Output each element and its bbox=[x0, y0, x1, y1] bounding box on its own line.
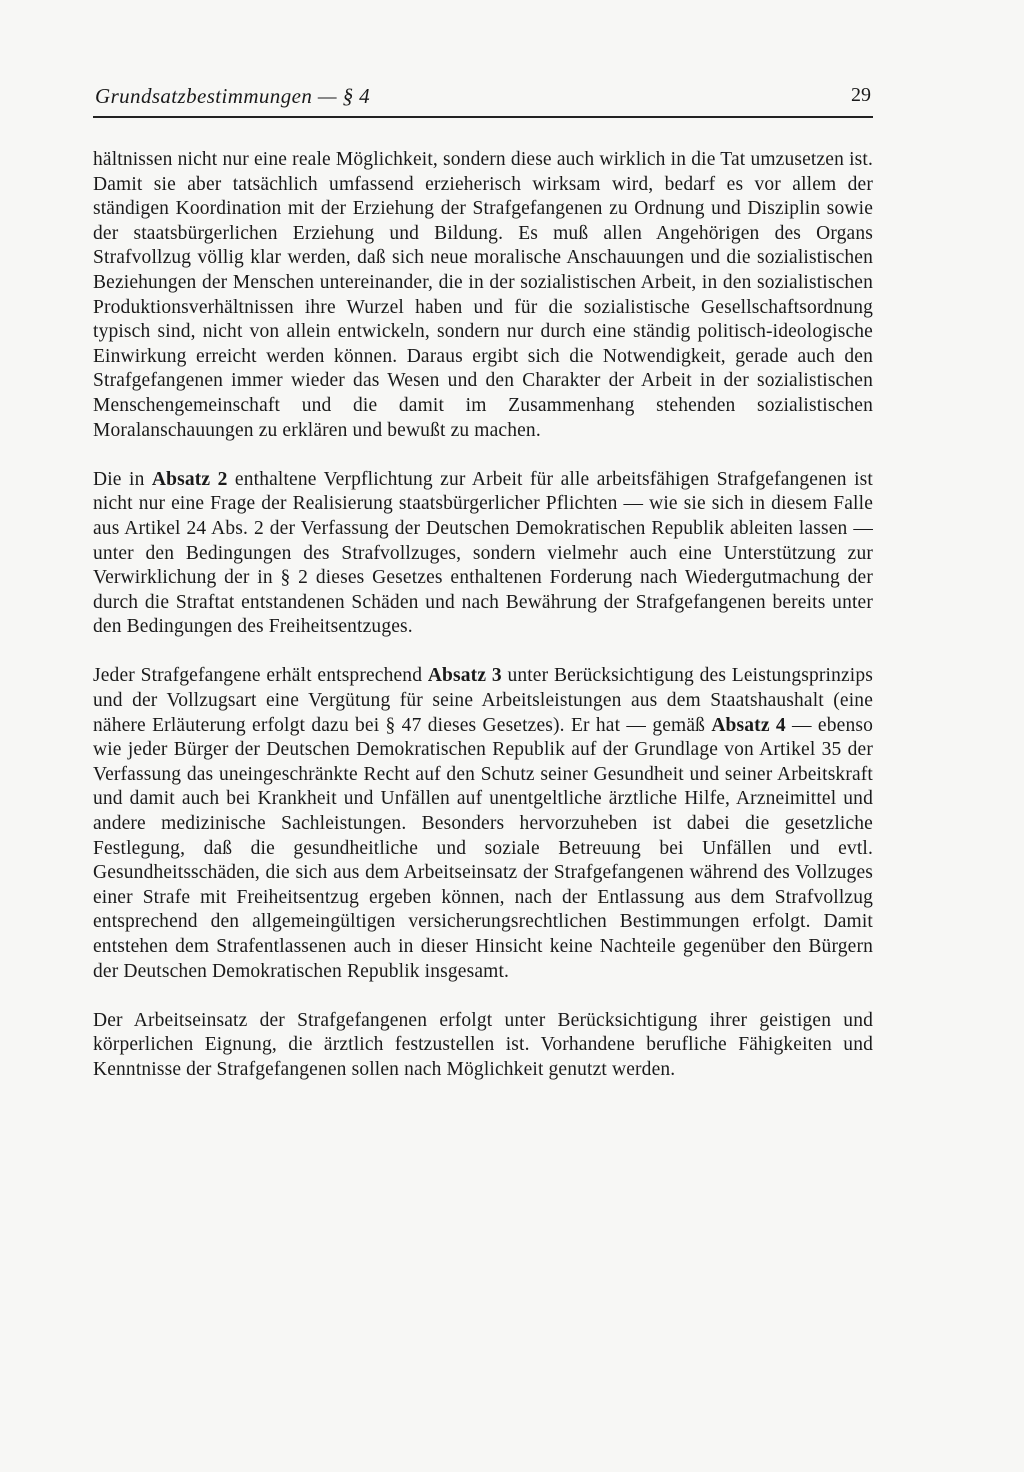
paragraph-1 bbox=[93, 148, 873, 443]
paragraph-4-text: Der Arbeitseinsatz der Strafgefangenen erfolgt unter Berücksichtigung ihrer geistigen und körperlichen Eignung, die ärztlich festzustellen ist. Vorhandene berufliche Fähigkeiten und Kenntnisse der Strafgefangenen sollen nach Möglichkeit genutzt werden. bbox=[93, 1009, 873, 1080]
paragraph-2-text-b: enthaltene Verpflichtung zur Arbeit für alle arbeitsfähigen Strafgefangenen ist nicht nur eine Frage der Realisierung staatsbürgerlicher Pflichten — wie sie sich in diesem Falle aus Artikel 24 Abs. 2 der Verfassung der Deutschen Demokratischen Republik ableiten lassen — unter den Bedingungen des Strafvollzuges, sondern vielmehr auch eine Unterstützung zur Verwirklichung der in § 2 dieses Gesetzes enthaltenen Forderung nach Wiedergutmachung der durch die Straftat entstandenen Schäden und nach Bewährung der Strafgefangenen bereits unter den Bedingungen des Freiheitsentzuges. bbox=[93, 468, 873, 638]
paragraph-3 bbox=[93, 664, 873, 984]
page-number: 29 bbox=[851, 84, 871, 106]
paragraph-3-bold-reference-2: Absatz 4 bbox=[711, 714, 786, 736]
paragraph-3-text-b: unter Berücksichtigung des Leistungsprinzips und der Vollzugsart eine Vergütung für seine Arbeitsleistungen aus dem Staatshaushalt (eine nähere Erläuterung erfolgt dazu bei § 47 dieses Gesetzes). Er hat — gemäß bbox=[93, 665, 873, 736]
header-rule bbox=[93, 116, 873, 118]
paragraph-3-bold-reference-1: Absatz 3 bbox=[427, 665, 502, 687]
paragraph-4 bbox=[93, 1009, 873, 1083]
paragraph-2-text-a: Die in bbox=[93, 468, 152, 490]
body-text bbox=[93, 148, 873, 1083]
running-header-title: Grundsatzbestimmungen — § 4 bbox=[95, 84, 371, 108]
paragraph-2 bbox=[93, 468, 873, 640]
paragraph-3-text-c: — ebenso wie jeder Bürger der Deutschen Demokratischen Republik auf der Grundlage von Artikel 35 der Verfassung das uneingeschränkte Recht auf den Schutz seiner Gesundheit und seiner Arbeitskraft und damit auch bei Krankheit und Unfällen auf unentgeltliche ärztliche Hilfe, Arzneimittel und andere medizinische Sachleistungen. Besonders hervorzuheben ist dabei die gesetzliche Festlegung, daß die gesundheitliche und soziale Betreuung bei Unfällen und evtl. Gesundheitsschäden, die sich aus dem Arbeitseinsatz der Strafgefangenen während des Vollzuges einer Strafe mit Freiheitsentzug ergeben können, nach der Entlassung aus dem Strafvollzug entsprechend den allgemeingültigen versicherungsrechtlichen Bestimmungen erfolgt. Damit entstehen dem Strafentlassenen auch in dieser Hinsicht keine Nachteile gegenüber den Bürgern der Deutschen Demokratischen Republik insgesamt. bbox=[93, 714, 873, 982]
book-page bbox=[93, 76, 873, 1107]
paragraph-3-text-a: Jeder Strafgefangene erhält entsprechend bbox=[93, 665, 428, 687]
running-header bbox=[93, 76, 873, 114]
paragraph-1-text: hältnissen nicht nur eine reale Möglichkeit, sondern diese auch wirklich in die Tat umzusetzen ist. Damit sie aber tatsächlich umfassend erzieherisch wirksam wird, bedarf es vor allem der ständigen Koordination mit der Erziehung der Strafgefangenen zu Ordnung und Disziplin sowie der staatsbürgerlichen Erziehung und Bildung. Es muß allen Angehörigen des Organs Strafvollzug völlig klar werden, daß sich neue moralische Anschauungen und die sozialistischen Beziehungen der Menschen untereinander, die in der sozialistischen Arbeit, in den sozialistischen Produktionsverhältnissen ihre Wurzel haben und für die sozialistische Gesellschaftsordnung typisch sind, nicht von allein entwickeln, sondern nur durch eine ständig politisch-ideologische Einwirkung erreicht werden können. Daraus ergibt sich die Notwendigkeit, gerade auch den Strafgefangenen immer wieder das Wesen und den Charakter der Arbeit in der sozialistischen Menschengemeinschaft und die damit im Zusammenhang stehenden sozialistischen Moralanschauungen zu erklären und bewußt zu machen. bbox=[93, 149, 873, 441]
paragraph-2-bold-reference: Absatz 2 bbox=[151, 468, 228, 490]
